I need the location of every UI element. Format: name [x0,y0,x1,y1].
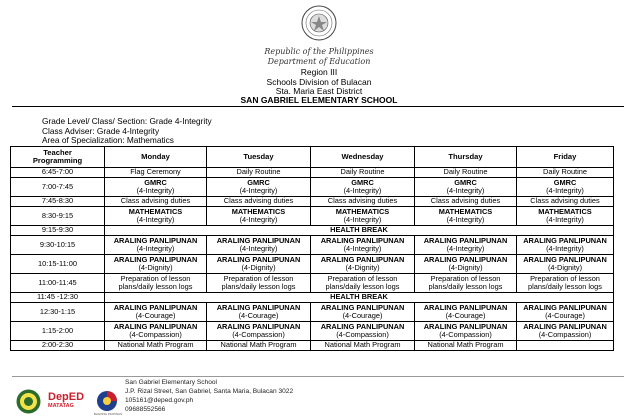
cell-section: (4-Integrity) [446,186,485,195]
cell-subject: Class advising duties [327,196,398,206]
cell-section: plans/daily lesson logs [221,282,296,291]
schedule-cell [415,178,517,197]
cell-subject: Daily Routine [543,167,587,177]
time-cell: 10:15-11:00 [11,255,105,274]
schedule-cell [311,255,415,274]
cell-subject: ARALING PANLIPUNAN [216,302,301,312]
schedule-cell [311,178,415,197]
schedule-cell [207,341,311,351]
schedule-cell [517,322,614,341]
cell-subject: ARALING PANLIPUNAN [523,254,607,264]
schedule-cell [311,168,415,178]
cell-subject: Daily Routine [236,167,281,177]
cell-subject: Class advising duties [120,196,191,206]
schedule-cell [207,236,311,255]
cell-section: (4-Compassion) [439,330,492,339]
deped-seal-icon [301,5,337,41]
cell-subject: ARALING PANLIPUNAN [423,321,508,331]
time-cell: 11:00-11:45 [11,274,105,293]
schedule-cell [105,255,207,274]
schedule-cell [311,322,415,341]
bagong-pilipinas-logo-icon [96,390,118,412]
table-row [11,274,614,293]
col-label-line1: Teacher [43,147,72,157]
footer-school-line: San Gabriel Elementary School [125,379,217,386]
department-line: Department of Education [267,57,371,66]
schedule-cell [517,303,614,322]
schedule-cell [517,236,614,255]
cell-subject: Preparation of lesson [327,273,398,283]
school-name: SAN GABRIEL ELEMENTARY SCHOOL [240,95,398,105]
col-thursday: Thursday [415,147,517,168]
deped-matatag-logo [48,391,85,414]
cell-subject: MATHEMATICS [538,206,592,216]
cell-section: (4-Compassion) [336,330,389,339]
cell-section: (4-Compassion) [232,330,285,339]
cell-subject: ARALING PANLIPUNAN [113,254,198,264]
bagong-pilipinas-text: BAGONG PILIPINAS [93,412,123,416]
table-row [11,255,614,274]
time-cell: 12:30-1:15 [11,303,105,322]
cell-section: (4-Dignity) [345,263,380,272]
cell-section: (4-Integrity) [239,186,278,195]
cell-subject: ARALING PANLIPUNAN [113,302,198,312]
footer-address-line: J.P. Rizal Street, San Gabriel, Santa Maria, Bulacan 3022 [125,388,294,395]
schedule-cell [207,178,311,197]
cell-section: (4-Dignity) [448,263,483,272]
republic-line: Republic of the Philippines [264,47,374,56]
cell-section: (4-Compassion) [538,330,592,339]
table-row [11,178,614,197]
cell-subject: National Math Program [427,340,504,350]
cell-subject: ARALING PANLIPUNAN [320,321,405,331]
schedule-cell [105,274,207,293]
col-label-line2: Programming [32,156,83,165]
schedule-cell [311,207,415,226]
cell-section: (4-Integrity) [136,186,175,195]
cell-section: (4-Compassion) [129,330,182,339]
time-cell: 6:45-7:00 [11,168,105,178]
time-cell: 2:00-2:30 [11,341,105,351]
schedule-cell [517,274,614,293]
cell-subject: GMRC [454,177,477,187]
division-line: Schools Division of Bulacan [266,77,372,87]
health-break-cell: HEALTH BREAK [105,226,614,236]
cell-subject: GMRC [144,177,167,187]
col-monday: Monday [105,147,207,168]
schedule-cell [311,303,415,322]
cell-section: (4-Integrity) [446,244,485,253]
time-cell: 7:00-7:45 [11,178,105,197]
cell-section: plans/daily lesson logs [325,282,400,291]
cell-section: (4-Integrity) [546,215,584,224]
cell-subject: Class advising duties [223,196,294,206]
region-line: Region III [300,67,338,77]
schedule-cell [207,274,311,293]
schedule-cell [105,178,207,197]
district-line: Sta. Maria East District [275,86,363,96]
table-row [11,303,614,322]
cell-section: (4-Integrity) [343,244,382,253]
cell-subject: Daily Routine [443,167,488,177]
col-wednesday: Wednesday [311,147,415,168]
cell-subject: Flag Ceremony [130,167,181,177]
cell-section: (4-Courage) [135,311,176,320]
schedule-cell [105,168,207,178]
cell-subject: ARALING PANLIPUNAN [113,321,198,331]
schedule-cell [517,168,614,178]
cell-subject: MATHEMATICS [438,206,493,216]
schedule-cell [517,255,614,274]
schedule-cell [105,341,207,351]
cell-section: (4-Integrity) [136,244,175,253]
table-header-row [11,147,614,168]
cell-subject: GMRC [553,177,577,187]
schedule-cell [415,207,517,226]
cell-section: plans/daily lesson logs [528,282,602,291]
footer-divider [12,376,624,377]
schedule-cell [105,322,207,341]
matatag-logo-text: MATATAG [48,403,74,409]
time-cell: 7:45-8:30 [11,197,105,207]
cell-subject: ARALING PANLIPUNAN [320,254,405,264]
schedule-cell [207,255,311,274]
cell-subject: Class advising duties [530,196,600,206]
cell-subject: ARALING PANLIPUNAN [320,302,405,312]
table-row [11,168,614,178]
health-break-cell: HEALTH BREAK [105,293,614,303]
schedule-cell [415,236,517,255]
schedule-cell [415,168,517,178]
cell-section: (4-Integrity) [446,215,485,224]
table-row [11,226,614,236]
col-tuesday: Tuesday [207,147,311,168]
schedule-cell [207,303,311,322]
time-cell: 8:30-9:15 [11,207,105,226]
schedule-cell [415,341,517,351]
schedule-cell [207,168,311,178]
footer-phone-line: 09688552566 [125,406,166,413]
school-logo-icon [16,389,41,414]
schedule-cell [207,197,311,207]
cell-section: (4-Courage) [342,311,383,320]
schedule-cell [207,207,311,226]
schedule-cell [517,207,614,226]
cell-section: (4-Integrity) [546,186,584,195]
schedule-cell [415,197,517,207]
cell-subject: ARALING PANLIPUNAN [216,254,301,264]
cell-section: plans/daily lesson logs [118,282,193,291]
cell-subject: ARALING PANLIPUNAN [523,235,607,245]
time-cell: 1:15-2:00 [11,322,105,341]
header-divider [12,106,624,107]
cell-subject: Class advising duties [430,196,501,206]
cell-subject: Daily Routine [340,167,385,177]
schedule-cell [517,341,614,351]
cell-subject: ARALING PANLIPUNAN [320,235,405,245]
schedule-cell [517,178,614,197]
cell-subject: MATHEMATICS [335,206,390,216]
cell-section: (4-Integrity) [343,186,382,195]
table-row [11,197,614,207]
schedule-cell [105,236,207,255]
cell-subject: ARALING PANLIPUNAN [423,235,508,245]
cell-subject: MATHEMATICS [128,206,183,216]
col-friday: Friday [517,147,614,168]
cell-subject: ARALING PANLIPUNAN [523,302,607,312]
col-teacher-programming [11,147,105,168]
cell-section: (4-Dignity) [241,263,276,272]
cell-subject: GMRC [351,177,374,187]
cell-subject: Preparation of lesson [530,273,600,283]
cell-section: plans/daily lesson logs [428,282,503,291]
cell-section: (4-Integrity) [343,215,382,224]
footer-email-line: 105161@deped.gov.ph [125,397,194,404]
adviser-info: Class Adviser: Grade 4-Integrity [42,125,160,136]
cell-subject: ARALING PANLIPUNAN [216,321,301,331]
schedule-cell [517,197,614,207]
table-row [11,293,614,303]
cell-section: (4-Integrity) [239,215,278,224]
cell-section: (4-Courage) [545,311,585,320]
cell-subject: National Math Program [117,340,194,350]
table-row [11,341,614,351]
cell-subject: MATHEMATICS [231,206,286,216]
cell-section: (4-Integrity) [546,244,584,253]
cell-subject: ARALING PANLIPUNAN [423,254,508,264]
cell-subject: Preparation of lesson [120,273,191,283]
time-cell: 9:30-10:15 [11,236,105,255]
area-info: Area of Specialization: Mathematics [42,135,174,145]
time-cell: 9:15-9:30 [11,226,105,236]
cell-subject: ARALING PANLIPUNAN [113,235,198,245]
cell-subject: National Math Program [324,340,401,350]
cell-section: (4-Courage) [238,311,279,320]
schedule-cell [105,207,207,226]
cell-subject: ARALING PANLIPUNAN [216,235,301,245]
deped-logo-text: DepED [48,391,85,403]
schedule-cell [415,274,517,293]
schedule-cell [105,303,207,322]
time-cell: 11:45 -12:30 [11,293,105,303]
schedule-cell [311,274,415,293]
schedule-cell [311,197,415,207]
cell-section: (4-Dignity) [138,263,173,272]
schedule-table [10,146,614,351]
schedule-cell [311,236,415,255]
cell-subject: National Math Program [220,340,297,350]
cell-section: (4-Integrity) [136,215,175,224]
cell-subject: ARALING PANLIPUNAN [423,302,508,312]
schedule-cell [207,322,311,341]
cell-subject: GMRC [247,177,270,187]
schedule-cell [311,341,415,351]
schedule-cell [105,197,207,207]
table-row [11,236,614,255]
cell-subject: Preparation of lesson [430,273,501,283]
grade-info: Grade Level/ Class/ Section: Grade 4-Integrity [42,116,212,126]
cell-section: (4-Courage) [445,311,486,320]
cell-subject: Preparation of lesson [223,273,294,283]
cell-section: (4-Dignity) [547,263,583,272]
table-row [11,322,614,341]
cell-section: (4-Integrity) [239,244,278,253]
schedule-cell [415,322,517,341]
table-row [11,207,614,226]
schedule-cell [415,255,517,274]
schedule-cell [415,303,517,322]
cell-subject: ARALING PANLIPUNAN [523,321,607,331]
